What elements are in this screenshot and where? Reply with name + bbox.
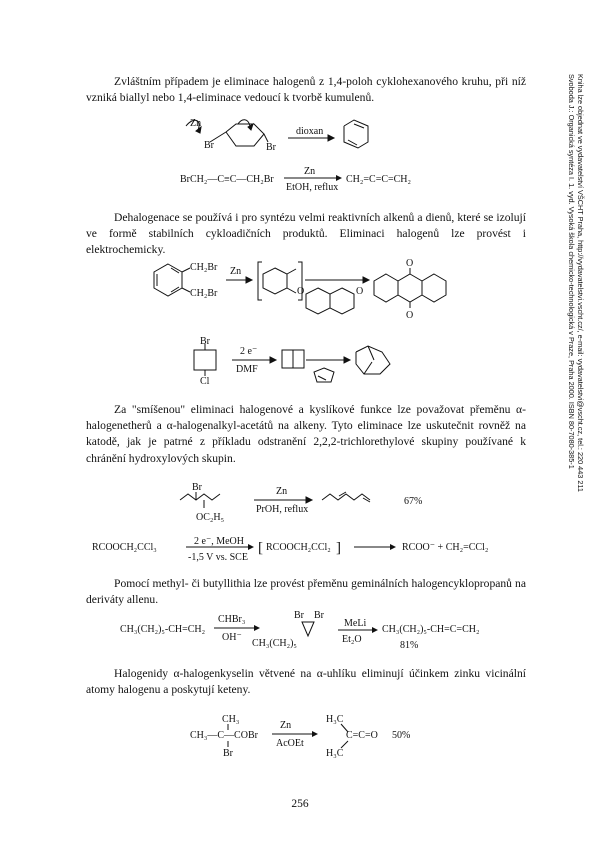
reagent-zn: Zn	[304, 166, 316, 177]
methyl-lower: H₃C	[326, 748, 344, 759]
oxygen-4: O	[406, 310, 414, 321]
scheme-8	[186, 712, 426, 764]
reagent-zn-2: Zn	[230, 266, 242, 277]
allene-product: CH₃(CH₂)₅-CH=C=CH₂	[382, 624, 480, 635]
reagent-2e-meoh: 2 e⁻, MeOH	[194, 536, 244, 547]
paragraph-5: Halogenidy α-halogenkyselin větvené na α-uhlíku eliminují účinkem zinku vicinální atomy halogenu a poskytují keteny.	[86, 667, 526, 697]
oxygen-3: O	[406, 258, 414, 269]
scheme-5	[176, 482, 446, 526]
yield-81: 81%	[400, 640, 419, 651]
trichloroethyl-ester: RCOOCH₂CCl₃	[92, 542, 157, 553]
reagent-dioxan: dioxan	[296, 126, 324, 137]
cl-label: Cl	[200, 376, 210, 387]
reagent-et2o: Et₂O	[342, 634, 362, 645]
br-label-7: Br	[223, 748, 233, 759]
intermediate: RCOOCH₂CCl₂	[266, 542, 331, 553]
reagent-meli: MeLi	[344, 618, 367, 629]
bracket-right: ]	[336, 540, 341, 556]
paragraph-3: Za "smíšenou" eliminaci halogenové a kyslíkové funkce lze považovat přeměnu α-halogenetherů a α-halogenalkyl-acetátů na alkeny. Tyto eliminace lze uskutečnit rovněž na katodě, jak je patrné z příkladu odstranění 2,2,2-trichlorethylové skupiny používané k chránění hydroxylových skupin.	[86, 403, 526, 465]
side-note	[562, 74, 585, 634]
reagent-etoh: EtOH, reflux	[286, 182, 339, 193]
br-label-3: Br	[200, 336, 210, 347]
reagent-acoet: AcOEt	[276, 738, 304, 749]
br-label-4: Br	[192, 482, 202, 493]
dibromobutyne: BrCH₂—C≡C—CH₂Br	[180, 174, 274, 185]
scheme-4	[184, 334, 414, 388]
scheme-3	[138, 254, 468, 334]
side-note-line-1: Svoboda J.: Organická syntéza I. 1. vyd. Vysoká škola chemicko-technologická v Praze, Praha 2000. ISBN 80-7080-385-1	[567, 74, 576, 469]
reagent-potential: -1,5 V vs. SCE	[188, 552, 248, 563]
paragraph-1: Zvláštním případem je eliminace halogenů z 1,4-poloh cyklohexanového kruhu, při níž vzniká biallyl nebo 1,4-eliminace vedoucí k tvorbě kumulenů.	[86, 75, 526, 105]
oxygen-2: O	[356, 286, 364, 297]
scheme-6	[90, 536, 530, 564]
reagent-chbr3: CHBr₃	[218, 614, 246, 625]
yield-50: 50%	[392, 730, 411, 741]
product-carboxylate: RCOO⁻ + CH₂=CCl₂	[402, 542, 489, 553]
oxygen-1: O	[297, 286, 305, 297]
octene: CH₃(CH₂)₅-CH=CH₂	[120, 624, 206, 635]
scheme-1	[168, 112, 408, 166]
br-label-5: Br	[294, 610, 304, 621]
hexyl-chain: CH₃(CH₂)₅	[252, 638, 297, 649]
acyl-bromide: CH₃—C—COBr	[190, 730, 258, 741]
reagent-hydroxide: OH⁻	[222, 632, 242, 643]
ethoxy-group: OC₂H₅	[196, 512, 225, 523]
side-note-line-2: Kniha lze objednat ve vydavatelství VŠCHT Praha, http://vydavatelstvi.vscht.cz/, e-mail: vydavatelstvi@vscht.cz, tel.: 220 443 211	[576, 74, 585, 492]
br-label-6: Br	[314, 610, 324, 621]
br-label-2: Br	[266, 142, 276, 153]
reagent-2e: 2 e⁻	[240, 346, 258, 357]
br-label-1: Br	[204, 140, 214, 151]
page-number: 256	[291, 798, 309, 810]
zn-label: Zn	[190, 118, 202, 129]
bracket-left: [	[258, 540, 263, 556]
butatriene: CH₂=C=C=CH₂	[346, 174, 412, 185]
yield-67: 67%	[404, 496, 423, 507]
ch2br-1: CH₂Br	[190, 262, 218, 273]
paragraph-2: Dehalogenace se používá i pro syntézu velmi reaktivních alkenů a dienů, které se izolují ve formě stabilních cykloadičních produktů. Eliminaci halogenů lze provést i elektrochemicky.	[86, 211, 526, 257]
reagent-proh: PrOH, reflux	[256, 504, 309, 515]
methyl-upper: H₃C	[326, 714, 344, 725]
scheme-7	[118, 608, 498, 654]
ch2br-2: CH₂Br	[190, 288, 218, 299]
reagent-dmf: DMF	[236, 364, 258, 375]
reagent-zn-3: Zn	[276, 486, 288, 497]
methyl-top: CH₃	[222, 714, 240, 725]
paragraph-4: Pomocí methyl- či butyllithia lze provést přeměnu geminálních halogencyklopropanů na deriváty allenu.	[86, 577, 526, 607]
ketene-core: C=C=O	[346, 730, 378, 741]
scheme-2	[176, 166, 446, 194]
reagent-zn-4: Zn	[280, 720, 292, 731]
